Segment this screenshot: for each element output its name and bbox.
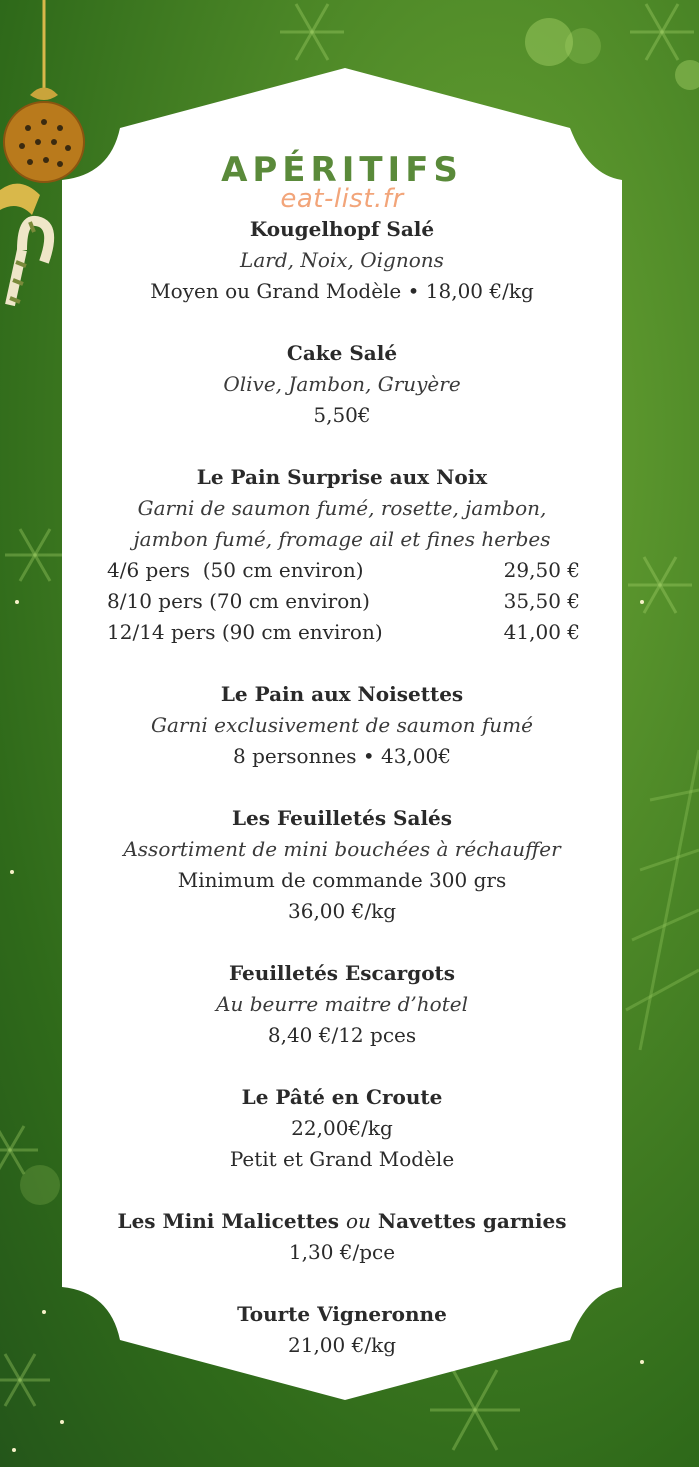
item-note: Minimum de commande 300 grs bbox=[177, 868, 507, 892]
menu-item bbox=[80, 1299, 604, 1361]
menu-item bbox=[80, 462, 604, 648]
item-description: Lard, Noix, Oignons bbox=[240, 248, 444, 272]
size-row bbox=[80, 617, 604, 648]
menu-item bbox=[80, 338, 604, 431]
size-row bbox=[80, 586, 604, 617]
item-name: Tourte Vigneronne bbox=[237, 1302, 447, 1326]
item-name: Le Pain aux Noisettes bbox=[220, 682, 464, 706]
menu-item bbox=[80, 958, 604, 1051]
item-name: Les Feuilletés Salés bbox=[231, 806, 453, 830]
item-name bbox=[80, 1206, 604, 1237]
watermark: eat-list.fr bbox=[280, 184, 404, 214]
item-name: Le Pâté en Croute bbox=[241, 1085, 443, 1109]
item-description: Garni exclusivement de saumon fumé bbox=[151, 713, 533, 737]
item-note: Petit et Grand Modèle bbox=[229, 1147, 455, 1171]
size-label: 12/14 pers (90 cm environ) bbox=[107, 620, 383, 644]
size-row bbox=[80, 555, 604, 586]
size-label: 8/10 pers (70 cm environ) bbox=[107, 589, 370, 613]
item-price: 8,40 €/12 pces bbox=[267, 1023, 417, 1047]
item-name-part: Les Mini Malicettes bbox=[117, 1209, 340, 1233]
item-name: Kougelhopf Salé bbox=[249, 217, 435, 241]
item-description: Au beurre maitre d’hotel bbox=[216, 992, 468, 1016]
item-price: 36,00 €/kg bbox=[288, 899, 396, 923]
item-name-part: Navettes garnies bbox=[377, 1209, 567, 1233]
menu-item bbox=[80, 803, 604, 927]
item-description: jambon fumé, fromage ail et fines herbes bbox=[133, 527, 551, 551]
item-description: Garni de saumon fumé, rosette, jambon, bbox=[137, 496, 547, 520]
item-price: 21,00 €/kg bbox=[288, 1333, 396, 1357]
item-name: Le Pain Surprise aux Noix bbox=[196, 465, 488, 489]
item-name: Cake Salé bbox=[286, 341, 398, 365]
item-price: 8 personnes • 43,00€ bbox=[233, 744, 451, 768]
item-description: Assortiment de mini bouchées à réchauffer bbox=[123, 837, 561, 861]
item-price: 5,50€ bbox=[313, 403, 371, 427]
menu-content bbox=[80, 150, 604, 1361]
item-price: 22,00€/kg bbox=[291, 1116, 393, 1140]
item-price: Moyen ou Grand Modèle • 18,00 €/kg bbox=[150, 279, 534, 303]
menu-item bbox=[80, 679, 604, 772]
menu-item bbox=[80, 1206, 604, 1268]
item-description: Olive, Jambon, Gruyère bbox=[223, 372, 461, 396]
menu-item bbox=[80, 214, 604, 307]
item-name: Feuilletés Escargots bbox=[228, 961, 456, 985]
item-name-conjunction: ou bbox=[345, 1209, 371, 1233]
menu-item bbox=[80, 1082, 604, 1175]
size-price: 29,50 € bbox=[503, 558, 580, 582]
size-price: 41,00 € bbox=[503, 620, 580, 644]
size-label: 4/6 pers (50 cm environ) bbox=[107, 558, 364, 582]
size-price: 35,50 € bbox=[503, 589, 580, 613]
section-title: APÉRITIFS bbox=[221, 150, 463, 190]
item-price: 1,30 €/pce bbox=[288, 1240, 396, 1264]
